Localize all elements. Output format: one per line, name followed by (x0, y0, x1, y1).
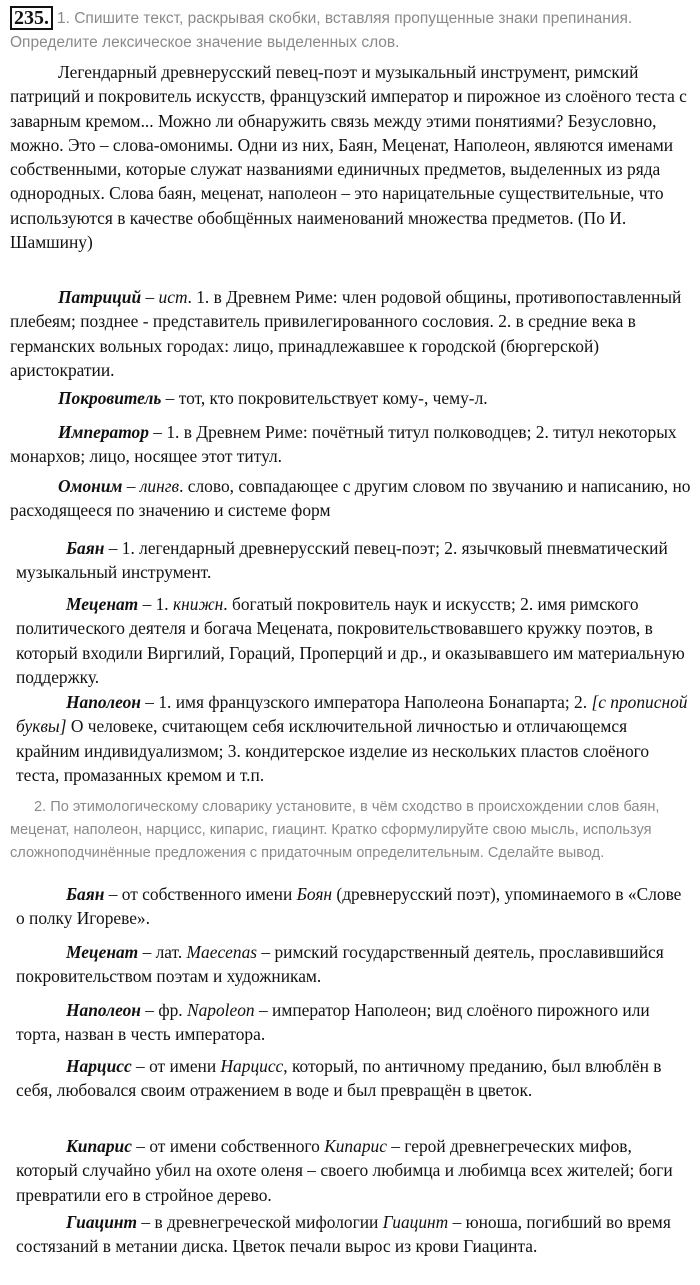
etymology-text-b: – император Наполеон; вид слоёного пирожного или торта, назван в честь императора. (16, 1000, 650, 1045)
etymology-name: Нарцисс (220, 1056, 284, 1076)
etymology-narciss (16, 1054, 692, 1103)
etymology-name: Боян (296, 884, 333, 904)
task-1-instruction (10, 6, 690, 55)
etymology-term: Меценат (66, 942, 139, 962)
etymology-mecenat (16, 940, 692, 989)
etymology-text-b: , который, по античному преданию, был влюблён в себя, любовался своим отражением в воде и был превращён в цветок. (16, 1056, 662, 1101)
etymology-text-b: (древнерусский поэт), упоминаемого в «Слове о полку Игореве». (16, 884, 682, 929)
definition-note: лингв (139, 476, 180, 496)
definition-bayan (16, 536, 692, 585)
etymology-text-a: – от имени (131, 1056, 221, 1076)
definition-term: Император (58, 422, 149, 442)
etymology-text-a: – фр. (140, 1000, 187, 1020)
etymology-kiparis (16, 1134, 692, 1207)
main-text: Легендарный древнерусский певец-поэт и музыкальный инструмент, римский патриций и покровитель искусств, французский император и пирожное из слоёного теста с заварным кремом... Можно ли обнаружить связь между этими понятиями? Безусловно, можно. Это – слова-омонимы. Одни из них, Баян, Меценат, Наполеон, являются именами собственными, которые служат названиями единичных предметов, выделенных из ряда однородных. Слова баян, меценат, наполеон – это нарицательные существительные, что используются в качестве обобщённых наименований множества предметов. (По И. Шамшину) (10, 62, 687, 253)
definition-pokrovitel (10, 386, 694, 410)
definition-text: – 1. в Древнем Риме: почётный титул полководцев; 2. титул некоторых монархов; лицо, носящее этот титул. (10, 422, 677, 467)
definition-term: Патриций (58, 287, 142, 307)
definition-text-a: – 1. имя французского императора Наполеона Бонапарта; 2. (140, 692, 592, 712)
definition-text: – тот, кто покровительствует кому-, чему-л. (161, 388, 488, 408)
etymology-text-b: – юноша, погибший во время состязаний в метании диска. Цветок печали вырос из крови Гиацинта. (16, 1212, 671, 1257)
etymology-napoleon (16, 998, 692, 1047)
definition-term: Меценат (66, 594, 139, 614)
definition-patricius: Патриций – ист. 1. в Древнем Риме: член родовой общины, противопоставленный плебеям; позднее - представитель привилегированного сословия. 2. в средние века в германских вольных городах: лицо, принадлежавшее к городской (бюргерской) аристократии. (10, 287, 682, 380)
etymology-giacint (16, 1210, 692, 1259)
definition-term: Покровитель (58, 388, 162, 408)
etymology-term: Наполеон (66, 1000, 141, 1020)
task-2-instruction: 2. По этимологическому словарику установите, в чём сходство в происхождении слов баян, меценат, наполеон, нарцисс, кипарис, гиацинт. Кратко сформулируйте свою мысль, используя сложноподчинённые предложения с придаточным определительным. Сделайте вывод. (10, 799, 660, 861)
definition-text: – 1. легендарный древнерусский певец-поэт; 2. язычковый пневматический музыкальный инструмент. (16, 538, 668, 583)
etymology-text-b: – римский государственный деятель, прославившийся покровительством поэтам и художникам. (16, 942, 664, 987)
definition-term: Баян (66, 538, 105, 558)
definition-note: книжн (173, 594, 224, 614)
definition-mecenat: Меценат – 1. книжн. богатый покровитель наук и искусств; 2. имя римского политического деятеля и богача Мецената, покровительствовавшего кружку поэтов, в который входили Виргилий, Гораций, Проперций и др., и оказывавшего им материальную поддержку. (16, 594, 685, 687)
task-1-text: 1. Спишите текст, раскрывая скобки, вставляя пропущенные знаки препинания. Определите лексическое значение выделенных слов. (10, 10, 633, 51)
etymology-term: Нарцисс (66, 1056, 132, 1076)
etymology-text-a: – лат. (138, 942, 187, 962)
definition-text: слово, совпадающее с другим словом по звучанию и написанию, но расходящееся по значению и системе форм (10, 476, 691, 521)
definition-text-b: О человеке, считающем себя исключительной личностью и отличающемся крайним индивидуализмом; 3. кондитерское изделие из нескольких пластов слоёного теста, промазанных кремом и т.п. (16, 716, 650, 785)
etymology-bayan (16, 882, 692, 931)
definition-omonim: Омоним – лингв. слово, совпадающее с другим словом по звучанию и написанию, но расходящееся по значению и системе форм (10, 476, 691, 521)
etymology-name: Гиацинт (382, 1212, 449, 1232)
etymology-term: Кипарис (66, 1136, 132, 1156)
definition-napoleon (16, 690, 692, 787)
definition-note: ист (158, 287, 188, 307)
etymology-text-a: – в древнегреческой мифологии (137, 1212, 383, 1232)
definition-imperator (10, 420, 694, 469)
etymology-text-a: – от собственного имени (104, 884, 297, 904)
definition-text: 1. в Древнем Риме: член родовой общины, противопоставленный плебеям; позднее - представитель привилегированного сословия. 2. в средние века в германских вольных городах: лицо, принадлежавшее к городской (бюргерской) аристократии. (10, 287, 682, 380)
definition-term: Омоним (58, 476, 123, 496)
definition-note: [с прописной буквы] (16, 692, 688, 737)
etymology-name: Кипарис (324, 1136, 387, 1156)
definition-text: богатый покровитель наук и искусств; 2. имя римского политического деятеля и богача Мецената, покровительствовавшего кружку поэтов, в который входили Виргилий, Гораций, Проперций и др., и оказывавшего им материальную поддержку. (16, 594, 685, 687)
etymology-text-a: – от имени собственного (131, 1136, 325, 1156)
exercise-number: 235. (10, 6, 53, 30)
etymology-name: Maecenas (186, 942, 258, 962)
etymology-name: Napoleon (186, 1000, 255, 1020)
etymology-text-b: – герой древнегреческих мифов, который случайно убил на охоте оленя – своего любимца и любимца всех жителей; боги превратили его в стройное дерево. (16, 1136, 673, 1205)
definition-term: Наполеон (66, 692, 141, 712)
etymology-term: Баян (66, 884, 105, 904)
etymology-term: Гиацинт (66, 1212, 138, 1232)
